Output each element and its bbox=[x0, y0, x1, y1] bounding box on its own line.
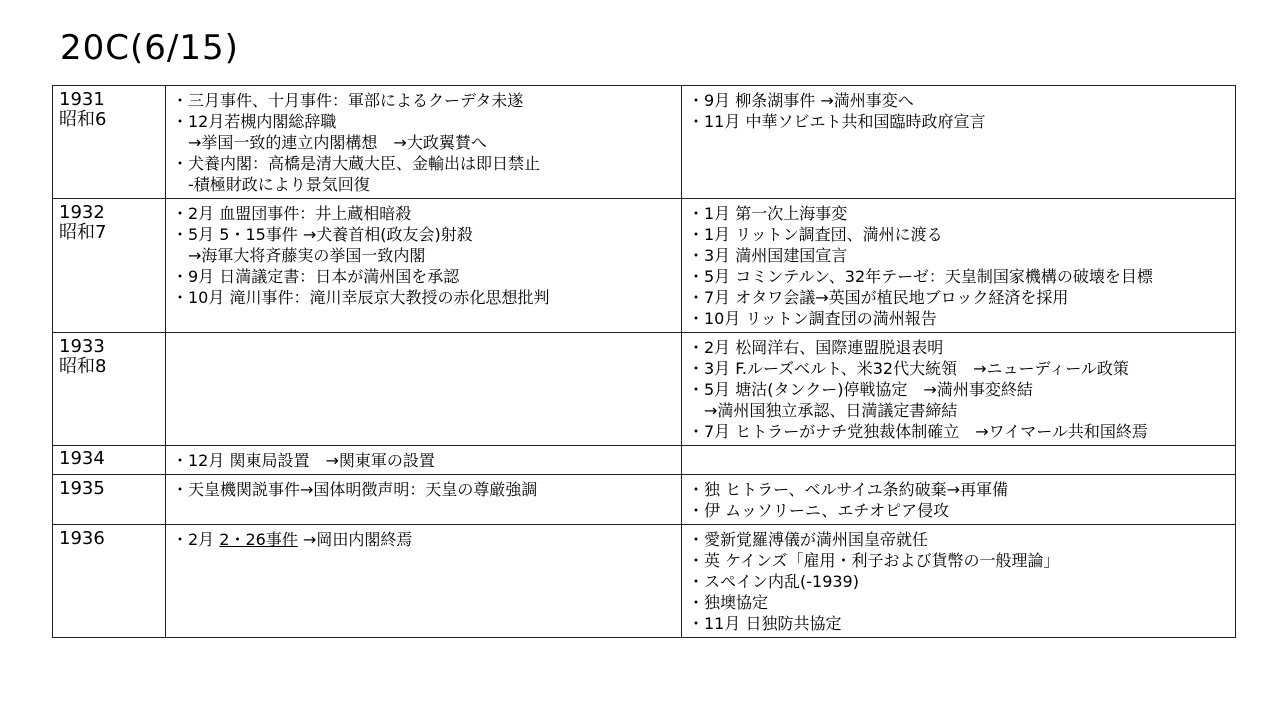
year-cell bbox=[53, 525, 166, 638]
table-row bbox=[53, 475, 1236, 525]
event-link-226: 2・26事件 bbox=[219, 530, 298, 549]
event-line bbox=[172, 529, 675, 550]
chronology-table bbox=[52, 85, 1236, 638]
year-label: 1934 bbox=[59, 448, 105, 469]
year-label: 1935 bbox=[59, 478, 105, 499]
event-line: ・5月 塘沽(タンクー)停戦協定 →満州事変終結 bbox=[688, 380, 1033, 399]
domestic-events-cell bbox=[166, 86, 682, 199]
event-line: ・7月 オタワ会議→英国が植民地ブロック経済を採用 bbox=[688, 288, 1069, 307]
event-line: ・10月 リットン調査団の満州報告 bbox=[688, 309, 937, 328]
era-label: 昭和8 bbox=[59, 356, 107, 377]
event-line: -積極財政により景気回復 bbox=[172, 175, 370, 194]
event-line: ・3月 満州国建国宣言 bbox=[688, 246, 848, 265]
event-line: ・9月 日満議定書：日本が満州国を承認 bbox=[172, 267, 460, 286]
year-cell bbox=[53, 333, 166, 446]
era-label: 昭和7 bbox=[59, 222, 107, 243]
event-line: ・11月 日独防共協定 bbox=[688, 614, 842, 633]
foreign-events-cell bbox=[682, 446, 1236, 475]
event-line: ・犬養内閣：高橋是清大蔵大臣、金輸出は即日禁止 bbox=[172, 154, 541, 173]
foreign-events-cell bbox=[682, 333, 1236, 446]
event-line: ・5月 コミンテルン、32年テーゼ：天皇制国家機構の破壊を目標 bbox=[688, 267, 1153, 286]
event-line: ・1月 第一次上海事変 bbox=[688, 204, 848, 223]
year-cell bbox=[53, 475, 166, 525]
era-label: 昭和6 bbox=[59, 109, 107, 130]
event-line: ・11月 中華ソビエト共和国臨時政府宣言 bbox=[688, 112, 986, 131]
year-label: 1931 bbox=[59, 89, 105, 110]
year-cell bbox=[53, 446, 166, 475]
foreign-events-cell bbox=[682, 86, 1236, 199]
table-row bbox=[53, 525, 1236, 638]
event-line: →満州国独立承認、日満議定書締結 bbox=[688, 401, 958, 420]
event-line: ・5月 5・15事件 →犬養首相(政友会)射殺 bbox=[172, 225, 473, 244]
foreign-events-cell bbox=[682, 199, 1236, 333]
event-suffix: →岡田内閣終焉 bbox=[297, 530, 413, 549]
event-line: ・1月 リットン調査団、満州に渡る bbox=[688, 225, 943, 244]
keynes-line: ・英 ケインズ「雇用・利子および貨幣の一般理論」 bbox=[688, 551, 1060, 570]
event-line bbox=[688, 550, 1229, 571]
table-row bbox=[53, 446, 1236, 475]
event-line: →挙国一致的連立内閣構想 →大政翼賛へ bbox=[172, 133, 487, 152]
event-line: ・愛新覚羅溥儀が満州国皇帝就任 bbox=[688, 530, 929, 549]
year-cell bbox=[53, 86, 166, 199]
event-line: ・3月 F.ルーズベルト、米32代大統領 →ニューディール政策 bbox=[688, 359, 1129, 378]
event-line: ・スペイン内乱(-1939) bbox=[688, 572, 859, 591]
event-line: ・独墺協定 bbox=[688, 593, 769, 612]
event-line: ・10月 滝川事件：滝川幸辰京大教授の赤化思想批判 bbox=[172, 288, 550, 307]
event-line: ・伊 ムッソリーニ、エチオピア侵攻 bbox=[688, 501, 950, 520]
domestic-events-cell bbox=[166, 446, 682, 475]
foreign-events-cell bbox=[682, 475, 1236, 525]
domestic-events-cell bbox=[166, 475, 682, 525]
year-label: 1932 bbox=[59, 202, 105, 223]
event-line: ・三月事件、十月事件：軍部によるクーデタ未遂 bbox=[172, 91, 524, 110]
table-row bbox=[53, 333, 1236, 446]
domestic-events-cell bbox=[166, 525, 682, 638]
event-line: ・12月若槻内閣総辞職 bbox=[172, 112, 337, 131]
event-line: ・独 ヒトラー、ベルサイユ条約破棄→再軍備 bbox=[688, 480, 1009, 499]
domestic-events-cell bbox=[166, 199, 682, 333]
event-line: ・2月 松岡洋右、国際連盟脱退表明 bbox=[688, 338, 944, 357]
event-line: ・12月 関東局設置 →関東軍の設置 bbox=[172, 451, 435, 470]
event-line: ・2月 血盟団事件：井上蔵相暗殺 bbox=[172, 204, 412, 223]
table-row bbox=[53, 86, 1236, 199]
page-title: 20C(6/15) bbox=[60, 28, 239, 68]
foreign-events-cell bbox=[682, 525, 1236, 638]
table-row bbox=[53, 199, 1236, 333]
event-line: →海軍大将斉藤実の挙国一致内閣 bbox=[172, 246, 426, 265]
domestic-events-cell bbox=[166, 333, 682, 446]
year-cell bbox=[53, 199, 166, 333]
year-label: 1933 bbox=[59, 336, 105, 357]
event-prefix: ・2月 bbox=[172, 530, 220, 549]
event-line: ・7月 ヒトラーがナチ党独裁体制確立 →ワイマール共和国終焉 bbox=[688, 422, 1148, 441]
event-line: ・天皇機関説事件→国体明徴声明：天皇の尊厳強調 bbox=[172, 480, 538, 499]
event-line: ・9月 柳条湖事件 →満州事変へ bbox=[688, 91, 914, 110]
year-label: 1936 bbox=[59, 528, 105, 549]
